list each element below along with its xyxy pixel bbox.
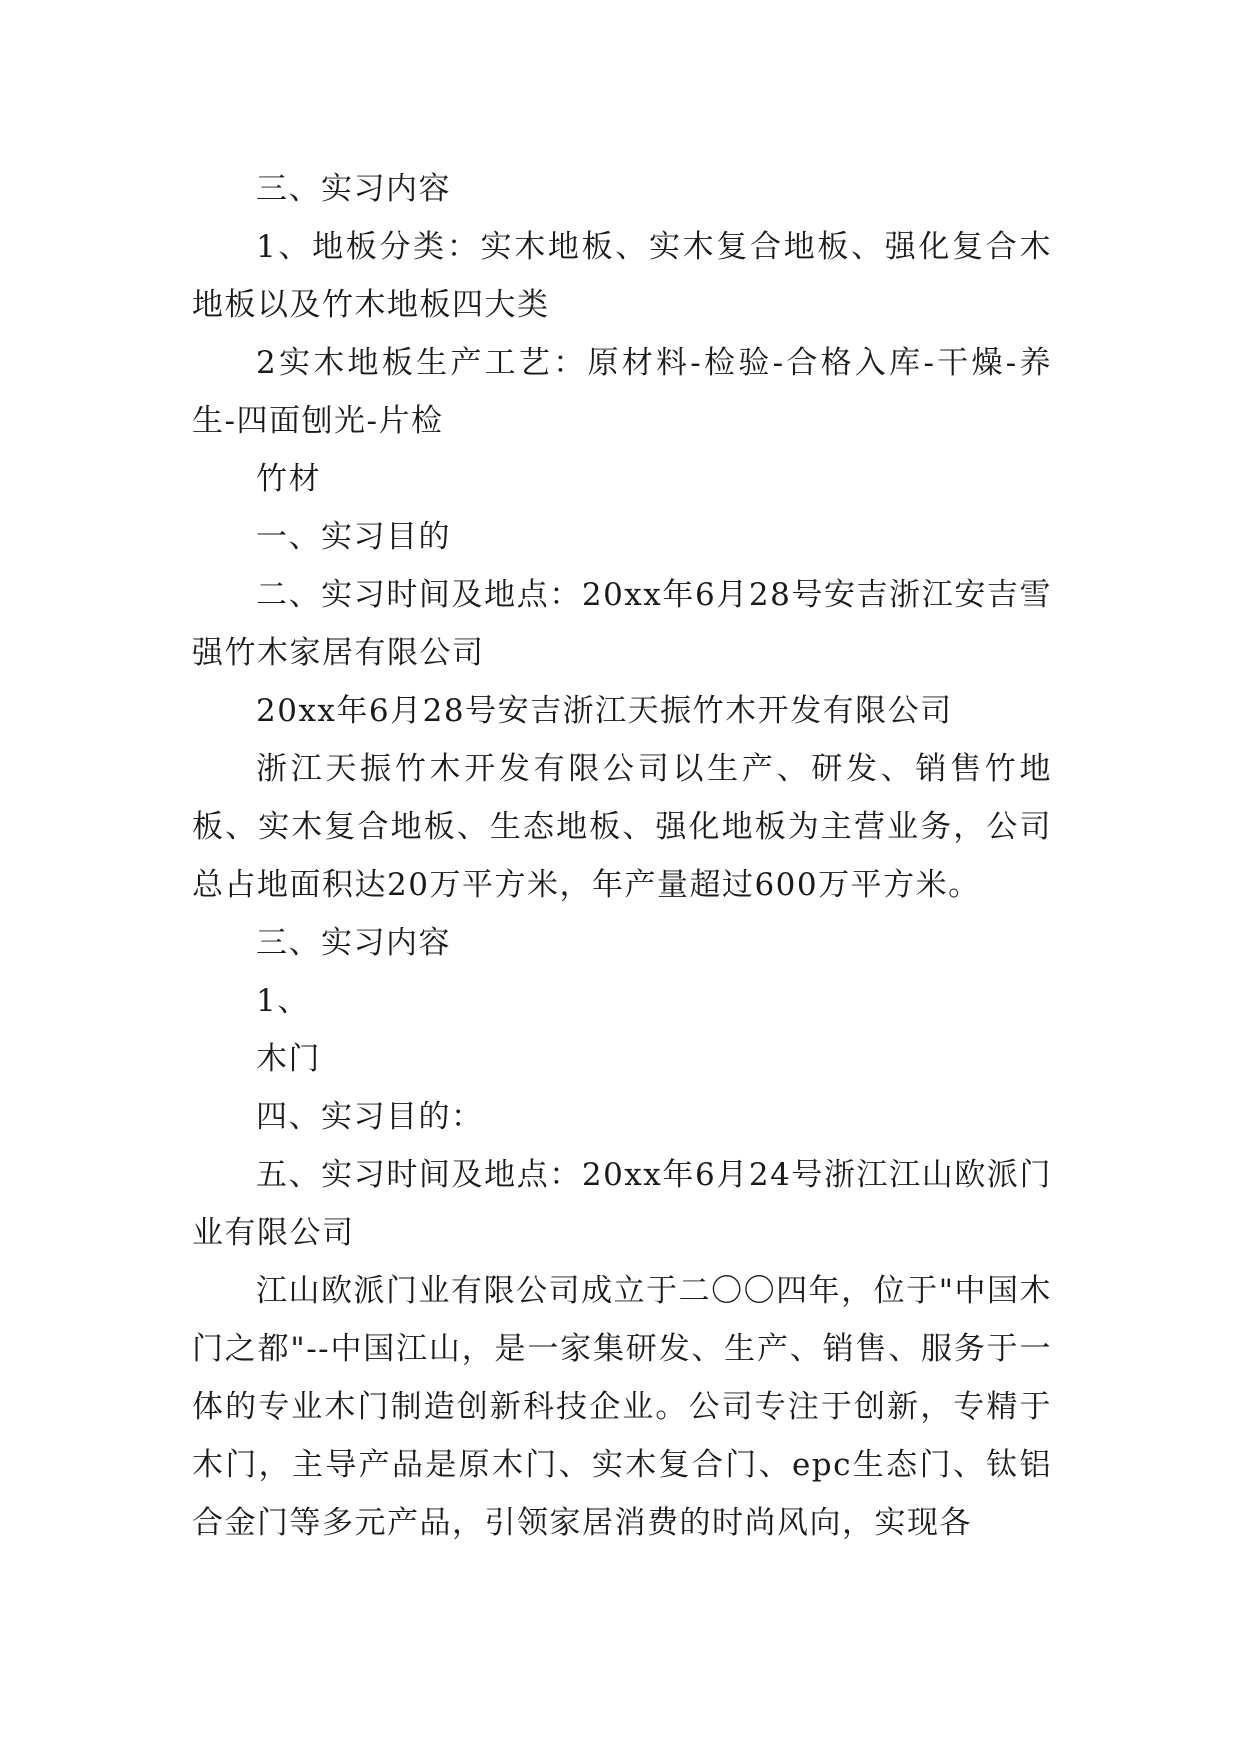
paragraph-heading-internship-content-2: 三、实习内容 (256, 925, 451, 961)
paragraph-floor-production-process: 2实木地板生产工艺：原材料-检验-合格入库-干燥-养生-四面刨光-片检 (192, 345, 1052, 439)
paragraph-time-location-3: 五、实习时间及地点：20xx年6月24号浙江江山欧派门业有限公司 (192, 1157, 1052, 1251)
paragraph-company-oupai: 江山欧派门业有限公司成立于二〇〇四年，位于"中国木门之都"--中国江山，是一家集研发、生产、销售、服务于一体的专业木门制造创新科技企业。公司专注于创新，专精于木门，主导产品是原木门、实木复合门、epc生态门、钛铝合金门等多元产品，引领家居消费的时尚风向，实现各 (192, 1273, 1052, 1541)
paragraph-time-location-2: 20xx年6月28号安吉浙江天振竹木开发有限公司 (256, 693, 953, 729)
paragraph-item-1: 1、 (256, 983, 310, 1019)
paragraph-heading-internship-purpose-2: 四、实习目的： (256, 1099, 484, 1135)
paragraph-section-wooden-door: 木门 (256, 1041, 321, 1077)
paragraph-heading-internship-content: 三、实习内容 (256, 171, 451, 207)
paragraph-heading-internship-purpose: 一、实习目的 (256, 519, 451, 555)
paragraph-company-tianzhen: 浙江天振竹木开发有限公司以生产、研发、销售竹地板、实木复合地板、生态地板、强化地板为主营业务，公司总占地面积达20万平方米，年产量超过600万平方米。 (192, 751, 1052, 903)
document-body (192, 160, 1052, 1552)
paragraph-floor-classification: 1、地板分类：实木地板、实木复合地板、强化复合木地板以及竹木地板四大类 (192, 229, 1052, 323)
paragraph-time-location-1: 二、实习时间及地点：20xx年6月28号安吉浙江安吉雪强竹木家居有限公司 (192, 577, 1052, 671)
paragraph-section-bamboo: 竹材 (256, 461, 321, 497)
